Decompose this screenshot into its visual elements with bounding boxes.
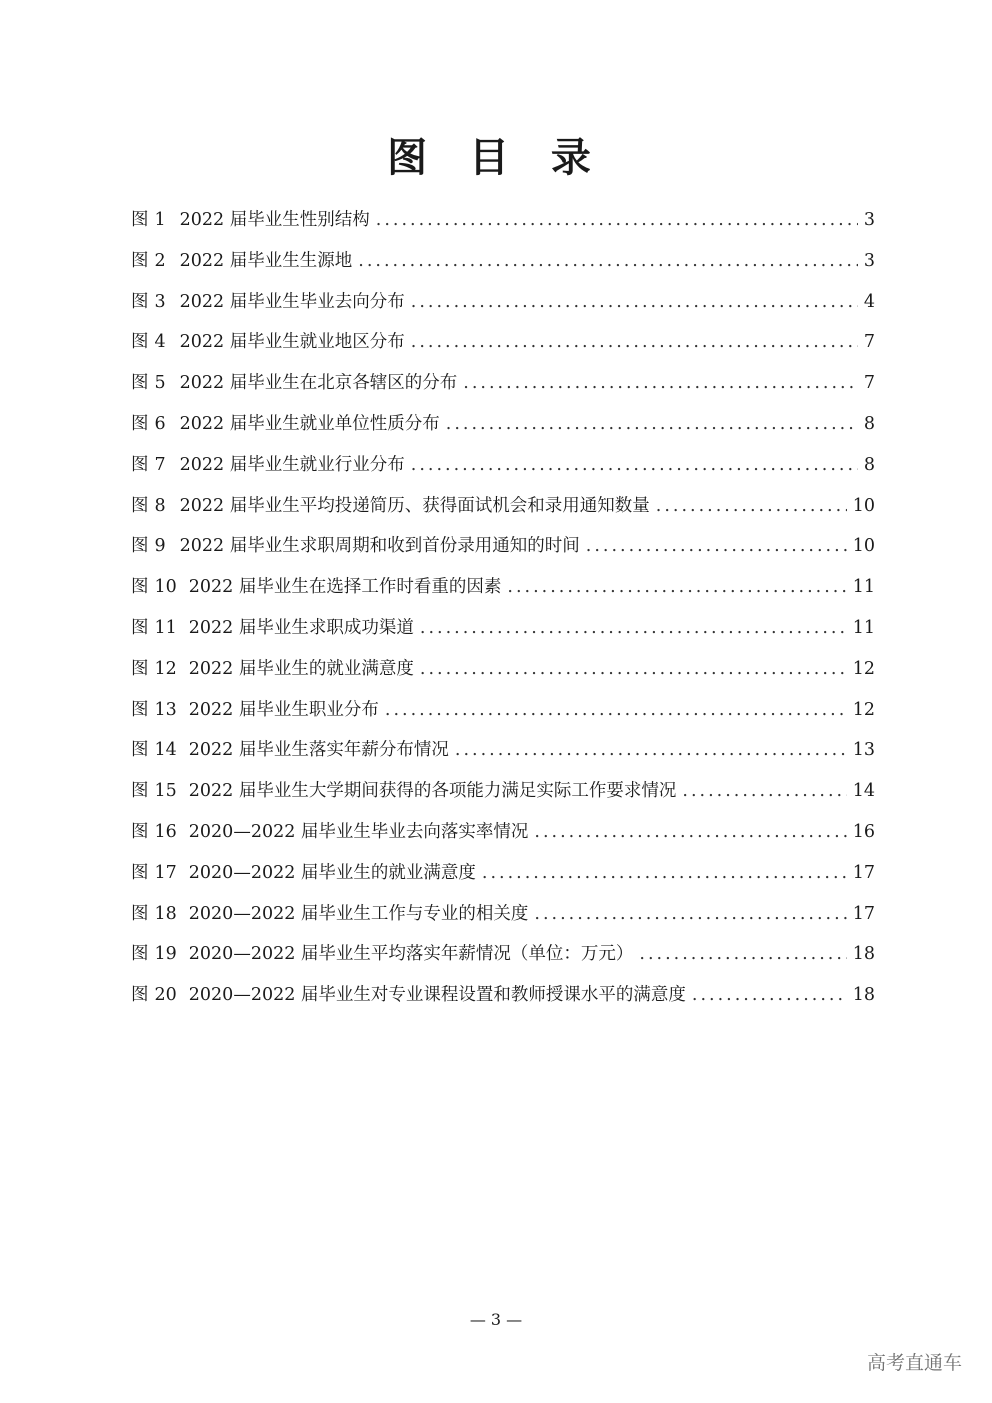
toc-entry-prefix: 图 [131,699,149,720]
toc-entry[interactable] [131,730,875,771]
toc-dot-leader [482,853,847,893]
toc-dot-leader [463,363,858,403]
watermark-text: 高考直通车 [866,1352,962,1374]
toc-entry-prefix: 图 [131,577,149,598]
toc-dot-leader [534,894,846,934]
toc-entry-page: 18 [852,944,875,965]
toc-entry-label [131,894,189,934]
table-of-figures [131,200,875,1016]
toc-entry-prefix: 图 [131,454,149,475]
toc-entry-number: 12 [154,658,177,679]
toc-entry-title: 2020—2022 届毕业生对专业课程设置和教师授课水平的满意度 [188,985,686,1006]
toc-entry-number: 18 [154,903,177,924]
toc-entry-prefix: 图 [131,413,149,434]
toc-entry-prefix: 图 [131,617,149,638]
toc-dot-leader [376,200,858,240]
page-title: 图 目 录 [387,134,605,181]
toc-entry[interactable] [131,690,875,731]
toc-dot-leader [682,771,846,811]
toc-entry-title: 2020—2022 届毕业生工作与专业的相关度 [188,903,529,924]
toc-entry-prefix: 图 [131,781,149,802]
toc-entry-title: 2022 届毕业生在选择工作时看重的因素 [188,577,502,598]
toc-entry-label [131,526,180,566]
toc-entry-page: 7 [863,373,875,394]
toc-entry-prefix: 图 [131,495,149,516]
toc-entry-prefix: 图 [131,658,149,679]
toc-dot-leader [455,730,847,770]
toc-entry-title: 2022 届毕业生就业单位性质分布 [179,413,440,434]
toc-entry-number: 3 [154,291,166,312]
toc-entry-title: 2022 届毕业生职业分布 [188,699,379,720]
toc-entry-number: 9 [154,536,166,557]
toc-entry-title: 2022 届毕业生求职周期和收到首份录用通知的时间 [179,536,580,557]
toc-entry-label [131,812,189,852]
toc-entry-label [131,486,180,526]
toc-entry-page: 14 [852,781,875,802]
toc-entry-page: 12 [852,658,875,679]
toc-dot-leader [586,526,847,566]
toc-entry[interactable] [131,771,875,812]
toc-entry[interactable] [131,567,875,608]
toc-entry-page: 8 [863,413,875,434]
page-number: — 3 — [469,1310,523,1329]
toc-entry[interactable] [131,200,875,241]
toc-entry-label [131,853,189,893]
toc-entry-page: 3 [863,250,875,271]
toc-entry-prefix: 图 [131,862,149,883]
toc-entry-prefix: 图 [131,944,149,965]
toc-entry-page: 7 [863,332,875,353]
toc-entry-label [131,649,189,689]
toc-entry-prefix: 图 [131,373,149,394]
toc-entry-label [131,730,189,770]
toc-entry[interactable] [131,282,875,323]
toc-entry-prefix: 图 [131,821,149,842]
toc-dot-leader [411,282,858,322]
toc-dot-leader [507,567,846,607]
toc-entry[interactable] [131,649,875,690]
toc-entry-number: 5 [154,373,166,394]
toc-entry-title: 2022 届毕业生性别结构 [179,210,370,230]
toc-entry-label [131,975,189,1015]
toc-dot-leader [385,690,847,730]
toc-entry-prefix: 图 [131,740,149,761]
toc-entry[interactable] [131,853,875,894]
toc-dot-leader [411,445,858,485]
toc-entry-number: 8 [154,495,166,516]
toc-entry-label [131,690,189,730]
toc-dot-leader [446,404,858,444]
toc-entry-number: 13 [154,699,177,720]
toc-entry-prefix: 图 [131,536,149,557]
toc-entry-page: 8 [863,454,875,475]
toc-entry-label [131,608,189,648]
toc-entry-page: 11 [852,617,875,638]
toc-entry-number: 16 [154,821,177,842]
toc-entry-label [131,200,180,240]
toc-entry-label [131,322,180,362]
toc-entry-title: 2022 届毕业生大学期间获得的各项能力满足实际工作要求情况 [188,781,677,802]
toc-entry-label [131,771,189,811]
toc-entry[interactable] [131,241,875,282]
toc-entry[interactable] [131,975,875,1016]
toc-entry-label [131,445,180,485]
toc-entry-label [131,934,189,974]
toc-entry[interactable] [131,322,875,363]
toc-entry-prefix: 图 [131,903,149,924]
toc-entry-number: 17 [154,862,177,883]
toc-entry-page: 11 [852,577,875,598]
toc-entry-page: 16 [852,821,875,842]
toc-entry-title: 2022 届毕业生平均投递简历、获得面试机会和录用通知数量 [179,495,650,516]
toc-entry-number: 10 [154,577,177,598]
toc-entry-page: 10 [852,536,875,557]
toc-dot-leader [420,649,847,689]
toc-entry-number: 20 [154,985,177,1006]
toc-entry-label [131,241,180,281]
toc-entry-title: 2020—2022 届毕业生的就业满意度 [188,862,476,883]
toc-entry-title: 2022 届毕业生就业地区分布 [179,332,405,353]
toc-entry-title: 2022 届毕业生在北京各辖区的分布 [179,373,458,394]
toc-entry-page: 4 [863,291,875,312]
toc-entry-title: 2022 届毕业生求职成功渠道 [188,617,414,638]
toc-entry-page: 17 [852,862,875,883]
toc-dot-leader [656,486,847,526]
toc-entry-number: 1 [154,210,166,230]
toc-entry-prefix: 图 [131,332,149,353]
toc-entry-page: 12 [852,699,875,720]
toc-entry-prefix: 图 [131,985,149,1006]
toc-entry-title: 2022 届毕业生就业行业分布 [179,454,405,475]
toc-entry[interactable] [131,486,875,527]
toc-entry-label [131,363,180,403]
toc-entry-title: 2022 届毕业生的就业满意度 [188,658,414,679]
toc-entry-number: 2 [154,250,166,271]
toc-entry-prefix: 图 [131,291,149,312]
toc-entry[interactable] [131,608,875,649]
toc-entry-number: 15 [154,781,177,802]
toc-entry-page: 13 [852,740,875,761]
toc-entry-prefix: 图 [131,250,149,271]
toc-entry-label [131,404,180,444]
toc-entry-prefix: 图 [131,210,149,230]
toc-entry-page: 3 [863,210,875,230]
toc-entry[interactable] [131,934,875,975]
toc-dot-leader [420,608,847,648]
toc-entry-page: 10 [852,495,875,516]
toc-entry-number: 14 [154,740,177,761]
toc-entry-number: 11 [154,617,177,638]
toc-dot-leader [534,812,846,852]
toc-entry[interactable] [131,363,875,404]
toc-entry-title: 2022 届毕业生毕业去向分布 [179,291,405,312]
toc-entry-label [131,282,180,322]
toc-dot-leader [358,241,858,281]
toc-entry-label [131,567,189,607]
toc-entry-number: 4 [154,332,166,353]
toc-entry[interactable] [131,526,875,567]
toc-entry-page: 18 [852,985,875,1006]
toc-entry-page: 17 [852,903,875,924]
toc-entry-title: 2022 届毕业生落实年薪分布情况 [188,740,449,761]
toc-entry[interactable] [131,812,875,853]
toc-dot-leader [639,934,846,974]
toc-entry[interactable] [131,404,875,445]
toc-entry[interactable] [131,445,875,486]
toc-entry-title: 2022 届毕业生生源地 [179,250,353,271]
toc-dot-leader [411,322,858,362]
toc-entry[interactable] [131,894,875,935]
toc-entry-number: 19 [154,944,177,965]
toc-entry-title: 2020—2022 届毕业生毕业去向落实率情况 [188,821,529,842]
toc-entry-title: 2020—2022 届毕业生平均落实年薪情况（单位：万元） [188,944,634,965]
toc-dot-leader [692,975,847,1015]
toc-entry-number: 7 [154,454,166,475]
toc-entry-number: 6 [154,413,166,434]
